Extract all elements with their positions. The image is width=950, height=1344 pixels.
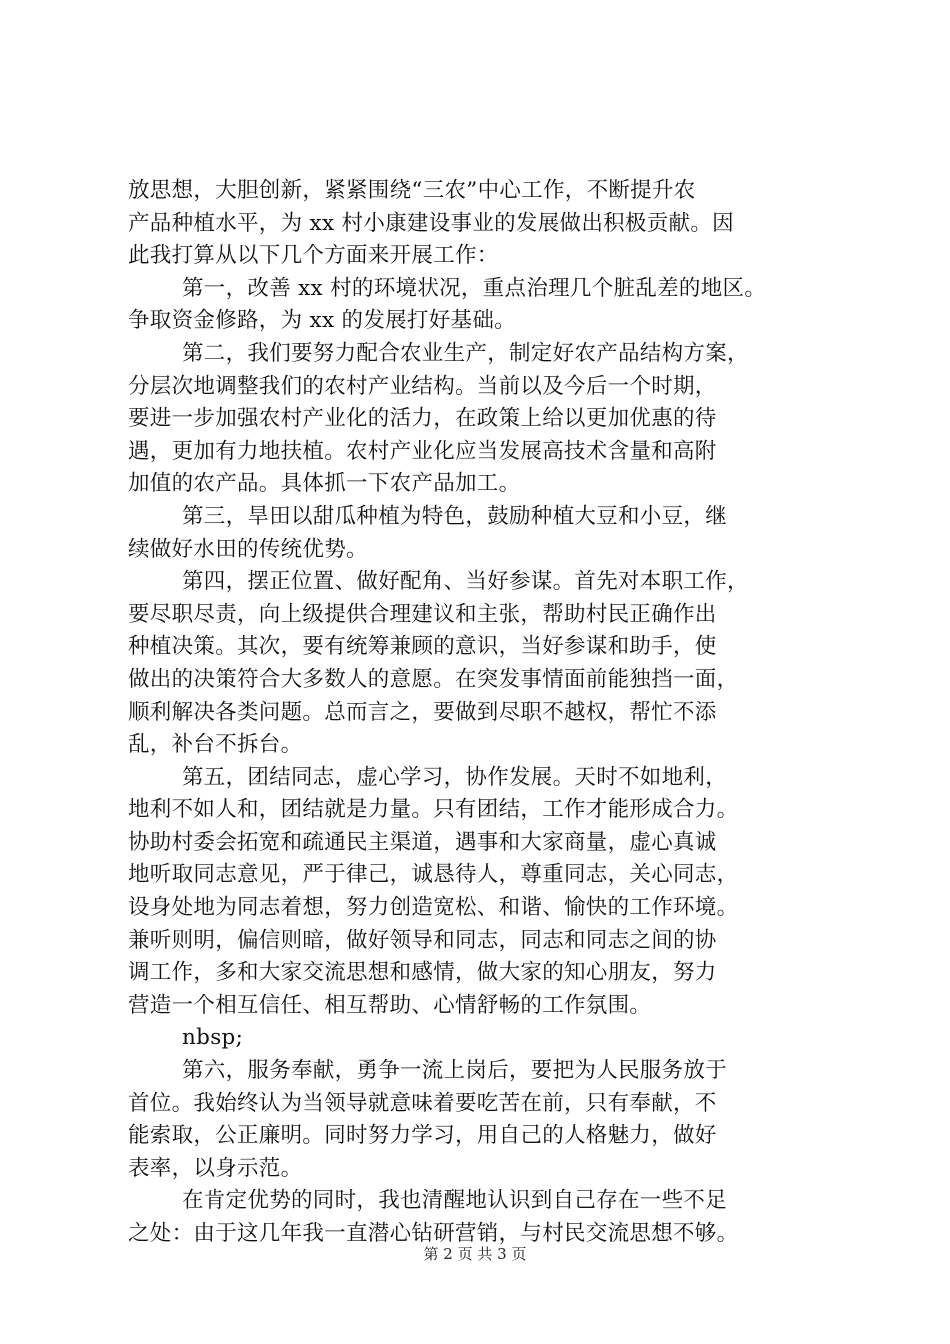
text-line: 顺利解决各类问题。总而言之，要做到尽职不越权，帮忙不添: [128, 699, 717, 725]
text-line: 调工作，多和大家交流思想和感情，做大家的知心朋友，努力: [128, 960, 717, 986]
text-line: 第二，我们要努力配合农业生产，制定好农产品结构方案，: [182, 340, 749, 366]
text-line: 第四，摆正位置、做好配角、当好参谋。首先对本职工作，: [182, 569, 749, 595]
text-line: 地利不如人和，团结就是力量。只有团结，工作才能形成合力。: [128, 797, 739, 823]
text-line: 表率，以身示范。: [128, 1155, 303, 1181]
text-line: 第五，团结同志，虚心学习，协作发展。天时不如地利，: [182, 764, 728, 790]
text-line: 兼听则明，偏信则暗，做好领导和同志，同志和同志之间的协: [128, 927, 717, 953]
text-line: nbsp;: [182, 1025, 244, 1051]
text-line: 续做好水田的传统优势。: [128, 536, 368, 562]
text-line: 在肯定优势的同时，我也清醒地认识到自己存在一些不足: [182, 1188, 728, 1214]
text-line: 做出的决策符合大多数人的意愿。在突发事情面前能独挡一面，: [128, 666, 739, 692]
document-body: [128, 175, 850, 1251]
text-line: 之处：由于这几年我一直潜心钻研营销，与村民交流思想不够。: [128, 1221, 739, 1246]
text-line: 要尽职尽责，向上级提供合理建议和主张，帮助村民正确作出: [128, 601, 717, 627]
text-line: 协助村委会拓宽和疏通民主渠道，遇事和大家商量，虚心真诚: [128, 829, 717, 855]
text-line: 首位。我始终认为当领导就意味着要吃苦在前，只有奉献，不: [128, 1090, 717, 1116]
text-line: 产品种植水平，为 xx 村小康建设事业的发展做出积极贡献。因: [128, 210, 734, 236]
text-line: 营造一个相互信任、相互帮助、心情舒畅的工作氛围。: [128, 992, 652, 1018]
text-line: 第三，旱田以甜瓜种植为特色，鼓励种植大豆和小豆，继: [182, 503, 728, 529]
text-line: 第一，改善 xx 村的环境状况，重点治理几个脏乱差的地区。: [182, 275, 767, 301]
text-line: 争取资金修路，为 xx 的发展打好基础。: [128, 308, 516, 334]
text-line: 要进一步加强农村产业化的活力，在政策上给以更加优惠的待: [128, 406, 717, 432]
text-line: 乱，补台不拆台。: [128, 732, 303, 758]
text-line: 第六，服务奉献，勇争一流上岗后，要把为人民服务放于: [182, 1058, 728, 1084]
text-line: 放思想，大胆创新，紧紧围绕“三农”中心工作，不断提升农: [128, 178, 696, 203]
text-line: 分层次地调整我们的农村产业结构。当前以及今后一个时期，: [128, 373, 717, 399]
text-line: 遇，更加有力地扶植。农村产业化应当发展高技术含量和高附: [128, 438, 717, 464]
text-line: 加值的农产品。具体抓一下农产品加工。: [128, 471, 521, 497]
text-line: 能索取，公正廉明。同时努力学习，用自己的人格魅力，做好: [128, 1123, 717, 1149]
text-line: 地听取同志意见，严于律己，诚恳待人，尊重同志，关心同志，: [128, 862, 739, 888]
page-footer: 第 2 页 共 3 页: [423, 1245, 527, 1263]
text-line: 此我打算从以下几个方面来开展工作：: [128, 243, 499, 269]
text-line: 设身处地为同志着想，努力创造宽松、和谐、愉快的工作环境。: [128, 895, 739, 921]
text-line: 种植决策。其次，要有统筹兼顾的意识，当好参谋和助手，使: [128, 634, 717, 660]
